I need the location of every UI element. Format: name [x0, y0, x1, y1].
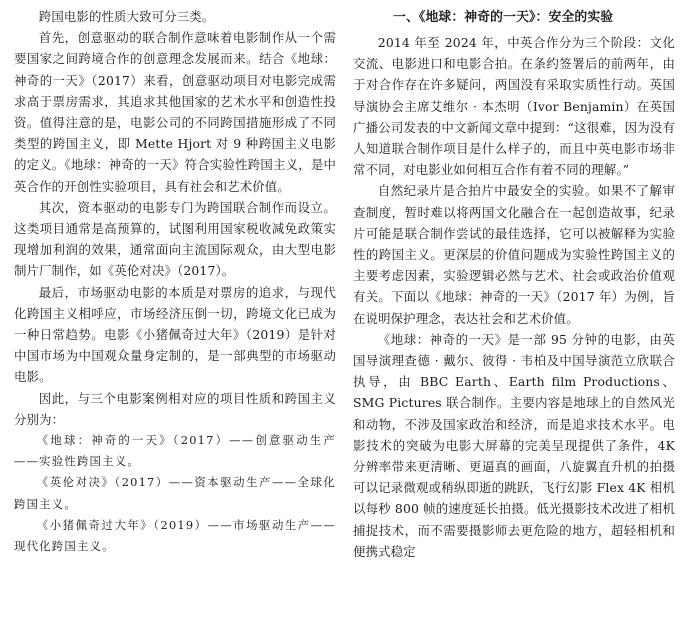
paragraph-summary: 因此，与三个电影案例相对应的项目性质和跨国主义分别为： [14, 390, 336, 427]
paragraph-earth-film-details: 《地球：神奇的一天》是一部 95 分钟的电影，由英国导演理查德 · 戴尔、彼得 · 韦柏及中国导演范立欣联合执导，由 BBC Earth、Earth film Productions、SMG Pictures 联合制作。主要内容是地球上的自然风光和动物，不涉及国家政治和经济，而是追求技术水平。电影技术的突破为电影大屏幕的完美呈现提供了条件，4K 分辨率带来更清晰、更逼真的画面，八旋翼直升机的拍摄可以记录微观或稍纵即逝的跳跃，飞行幻影 Flex 4K 相机以每秒 800 帧的速度延长拍摄。低光摄影技术改进了相机捕捉技术，而不需要摄影师去更危险的地方，超轻相机和便携式稳定 [353, 331, 675, 559]
paragraph-market-driven: 最后，市场驱动电影的本质是对票房的追求，与现代化跨国主义相呼应，市场经济压倒一切，跨境文化已成为一种日常趋势。电影《小猪佩奇过大年》（2019）是针对中国市场为中国观众量身定制的，是一部典型的市场驱动电影。 [14, 284, 336, 385]
paragraph-capital-driven: 其次，资本驱动的电影专门为跨国联合制作而设立。这类项目通常是高预算的，试图利用国家税收减免政策实现增加利润的效果，通常面向主流国际观众，由大型电影制片厂制作，如《英伦对决》（2017）。 [14, 199, 336, 279]
right-column [353, 6, 675, 562]
paragraph-cooperation-stages: 2014 年至 2024 年，中英合作分为三个阶段：文化交流、电影进口和电影合拍。在条约签署后的前两年，由于对合作存在许多疑问，两国没有采取实质性行动。英国导演协会主席艾维尔 · 本杰明（Ivor Benjamin）在英国广播公司发表的中文新闻文章中提到：“这很难，因为没有人知道联合制作项目是什么样子的，而且中英电影市场非常不同，对电影业如何相互合作有着不同的理解。” [353, 35, 675, 178]
paragraph-documentary-experiment: 自然纪录片是合拍片中最安全的实验。如果不了解审查制度，暂时难以将两国文化融合在一起创造故事，纪录片可能是联合制作尝试的最佳选择，它可以被解释为实验性的跨国主义。更深层的价值问题成为实验性跨国主义的主要考虑因素，实验逻辑必然与艺术、社会或政治价值观有关。下面以《地球：神奇的一天》（2017 年）为例，旨在说明保护理念，表达社会和艺术价值。 [353, 183, 675, 326]
list-item: 《小猪佩奇过大年》（2019）——市场驱动生产——现代化跨国主义。 [14, 517, 336, 554]
left-column [14, 6, 336, 557]
list-item: 《地球：神奇的一天》（2017）——创意驱动生产——实验性跨国主义。 [14, 433, 336, 469]
paragraph-creative-driven: 首先，创意驱动的联合制作意味着电影制作从一个需要国家之间跨境合作的创意理念发展而来。结合《地球：神奇的一天》（2017）来看，创意驱动项目对电影完成需求高于票房需求，其追求其他国家的艺术水平和创造性投资。值得注意的是，电影公司的不同跨国措施形成了不同类型的跨国主义，即 Mette Hjort 对 9 种跨国主义电影的定义。《地球：神奇的一天》符合实验性跨国主义，是中英合作的开创性实验项目，具有社会和艺术价值。 [14, 30, 336, 194]
paragraph-intro: 跨国电影的性质大致可分三类。 [38, 9, 215, 24]
list-item: 《英伦对决》（2017）——资本驱动生产——全球化跨国主义。 [14, 475, 336, 511]
section-heading: 一、《地球：神奇的一天》：安全的实验 [393, 10, 614, 25]
